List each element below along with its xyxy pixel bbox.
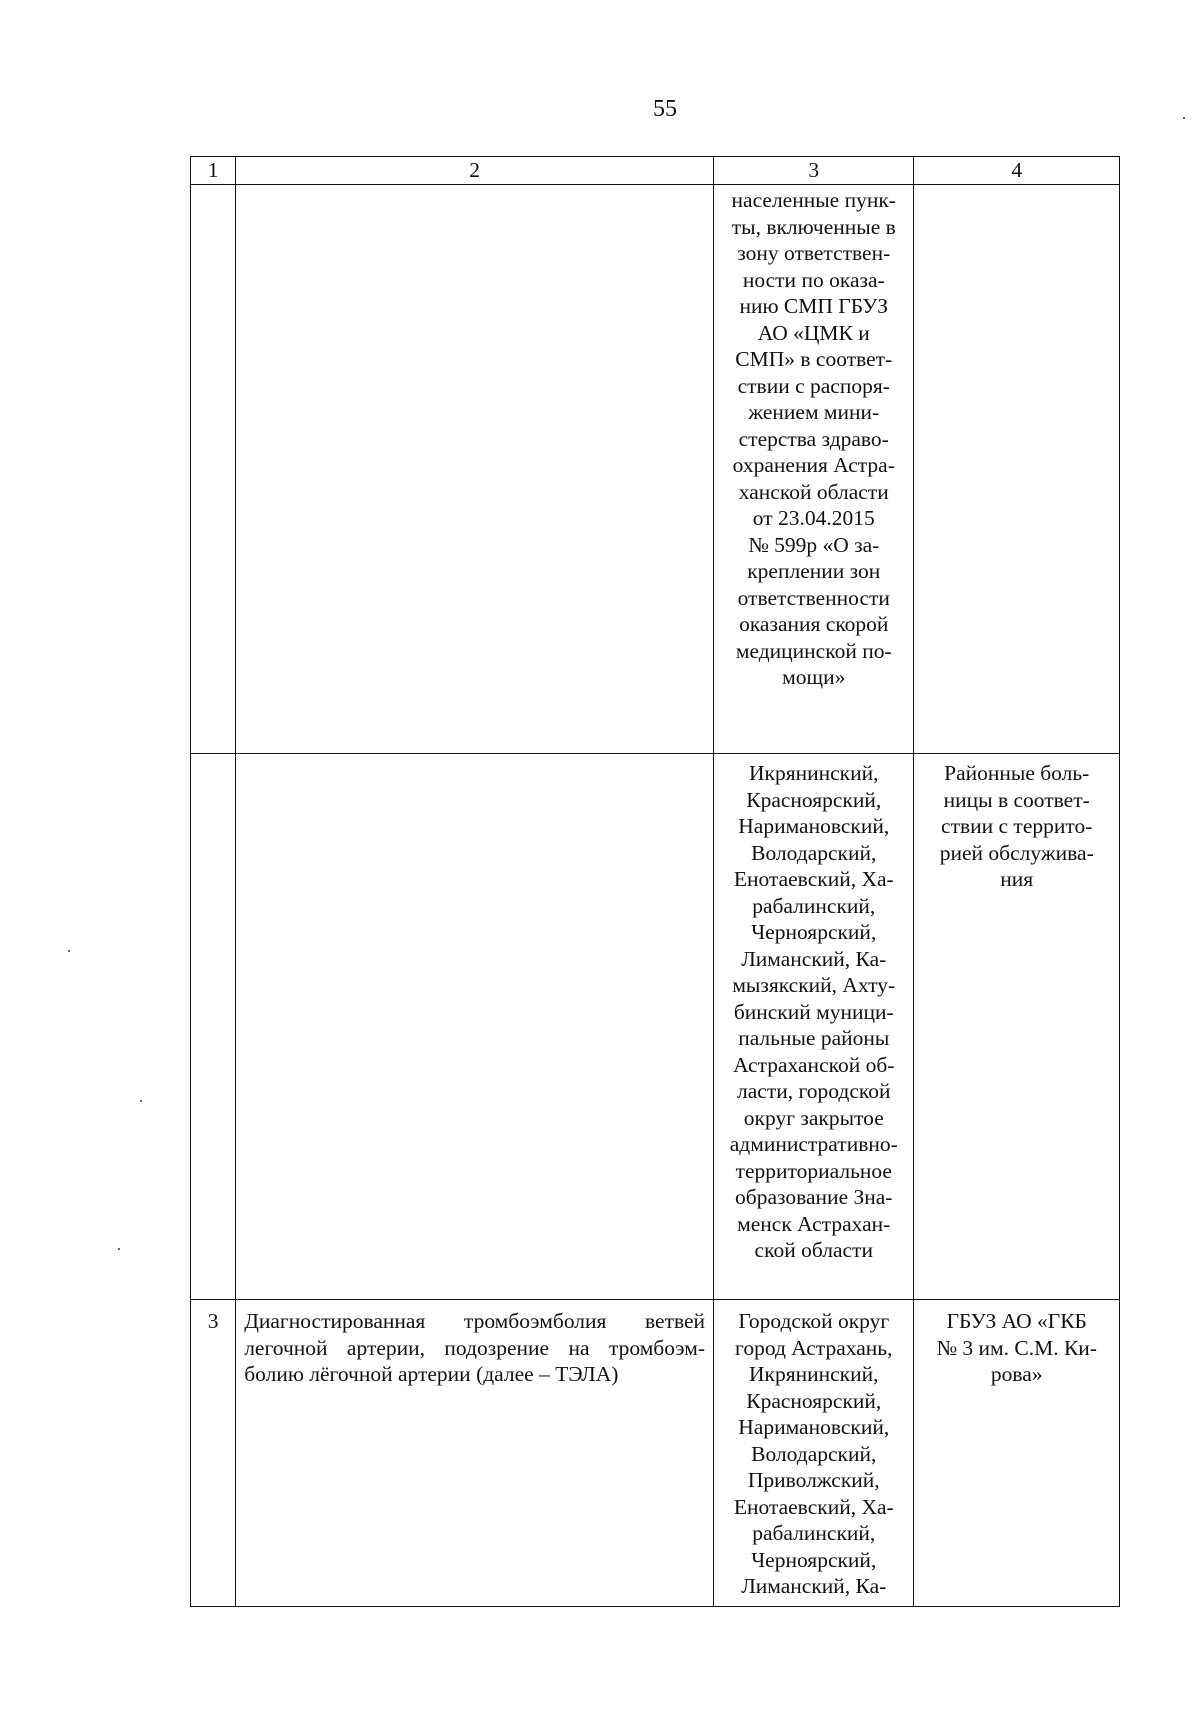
hospital-cell [914, 185, 1120, 754]
row-number-cell [191, 754, 236, 1300]
table-row [191, 185, 1120, 754]
header-col-2: 2 [236, 157, 714, 185]
header-col-1: 1 [191, 157, 236, 185]
table-row [191, 1300, 1120, 1607]
table-row [191, 754, 1120, 1300]
territory-cell: Икрянинский, Красноярский, Наримановский, Володарский, Енотаевский, Ха- рабалинский, Черноярский, Лиманский, Ка- мызякский, Ахту- бинский муници- пальные районы Астраханской об- ласти, городской округ закрытое административно- территориальное образование Зна- менск Астрахан- ской области [714, 754, 914, 1300]
header-col-3: 3 [714, 157, 914, 185]
table-header-row [191, 157, 1120, 185]
condition-cell: Диагностированная тромбоэмболия ветвей легочной артерии, подозрение на тромбоэм-болию лёгочной артерии (далее – ТЭЛА) [236, 1300, 714, 1607]
hospital-cell: Районные боль- ницы в соответ- ствии с террито- рией обслужива- ния [914, 754, 1120, 1300]
condition-cell [236, 185, 714, 754]
hospital-cell: ГБУЗ АО «ГКБ № 3 им. С.М. Ки- рова» [914, 1300, 1120, 1607]
territory-cell: населенные пунк- ты, включенные в зону ответствен- ности по оказа- нию СМП ГБУЗ АО «ЦМК и СМП» в соответ- ствии с распоря- жением мини- стерства здраво- охранения Астра- ханской области от 23.04.2015 № 599р «О за- креплении зон ответственности оказания скорой медицинской по- мощи» [714, 185, 914, 754]
row-number-cell: 3 [191, 1300, 236, 1607]
scan-speck [1183, 117, 1185, 119]
condition-cell [236, 754, 714, 1300]
row-number-cell [191, 185, 236, 754]
scan-speck [118, 1248, 120, 1250]
page-number: 55 [653, 96, 677, 122]
territory-cell: Городской округ город Астрахань, Икрянинский, Красноярский, Наримановский, Володарский, Приволжский, Енотаевский, Ха- рабалинский, Черноярский, Лиманский, Ка- [714, 1300, 914, 1607]
scan-speck [68, 950, 70, 952]
header-col-4: 4 [914, 157, 1120, 185]
document-table [190, 156, 1120, 1607]
scan-speck [140, 1100, 142, 1102]
